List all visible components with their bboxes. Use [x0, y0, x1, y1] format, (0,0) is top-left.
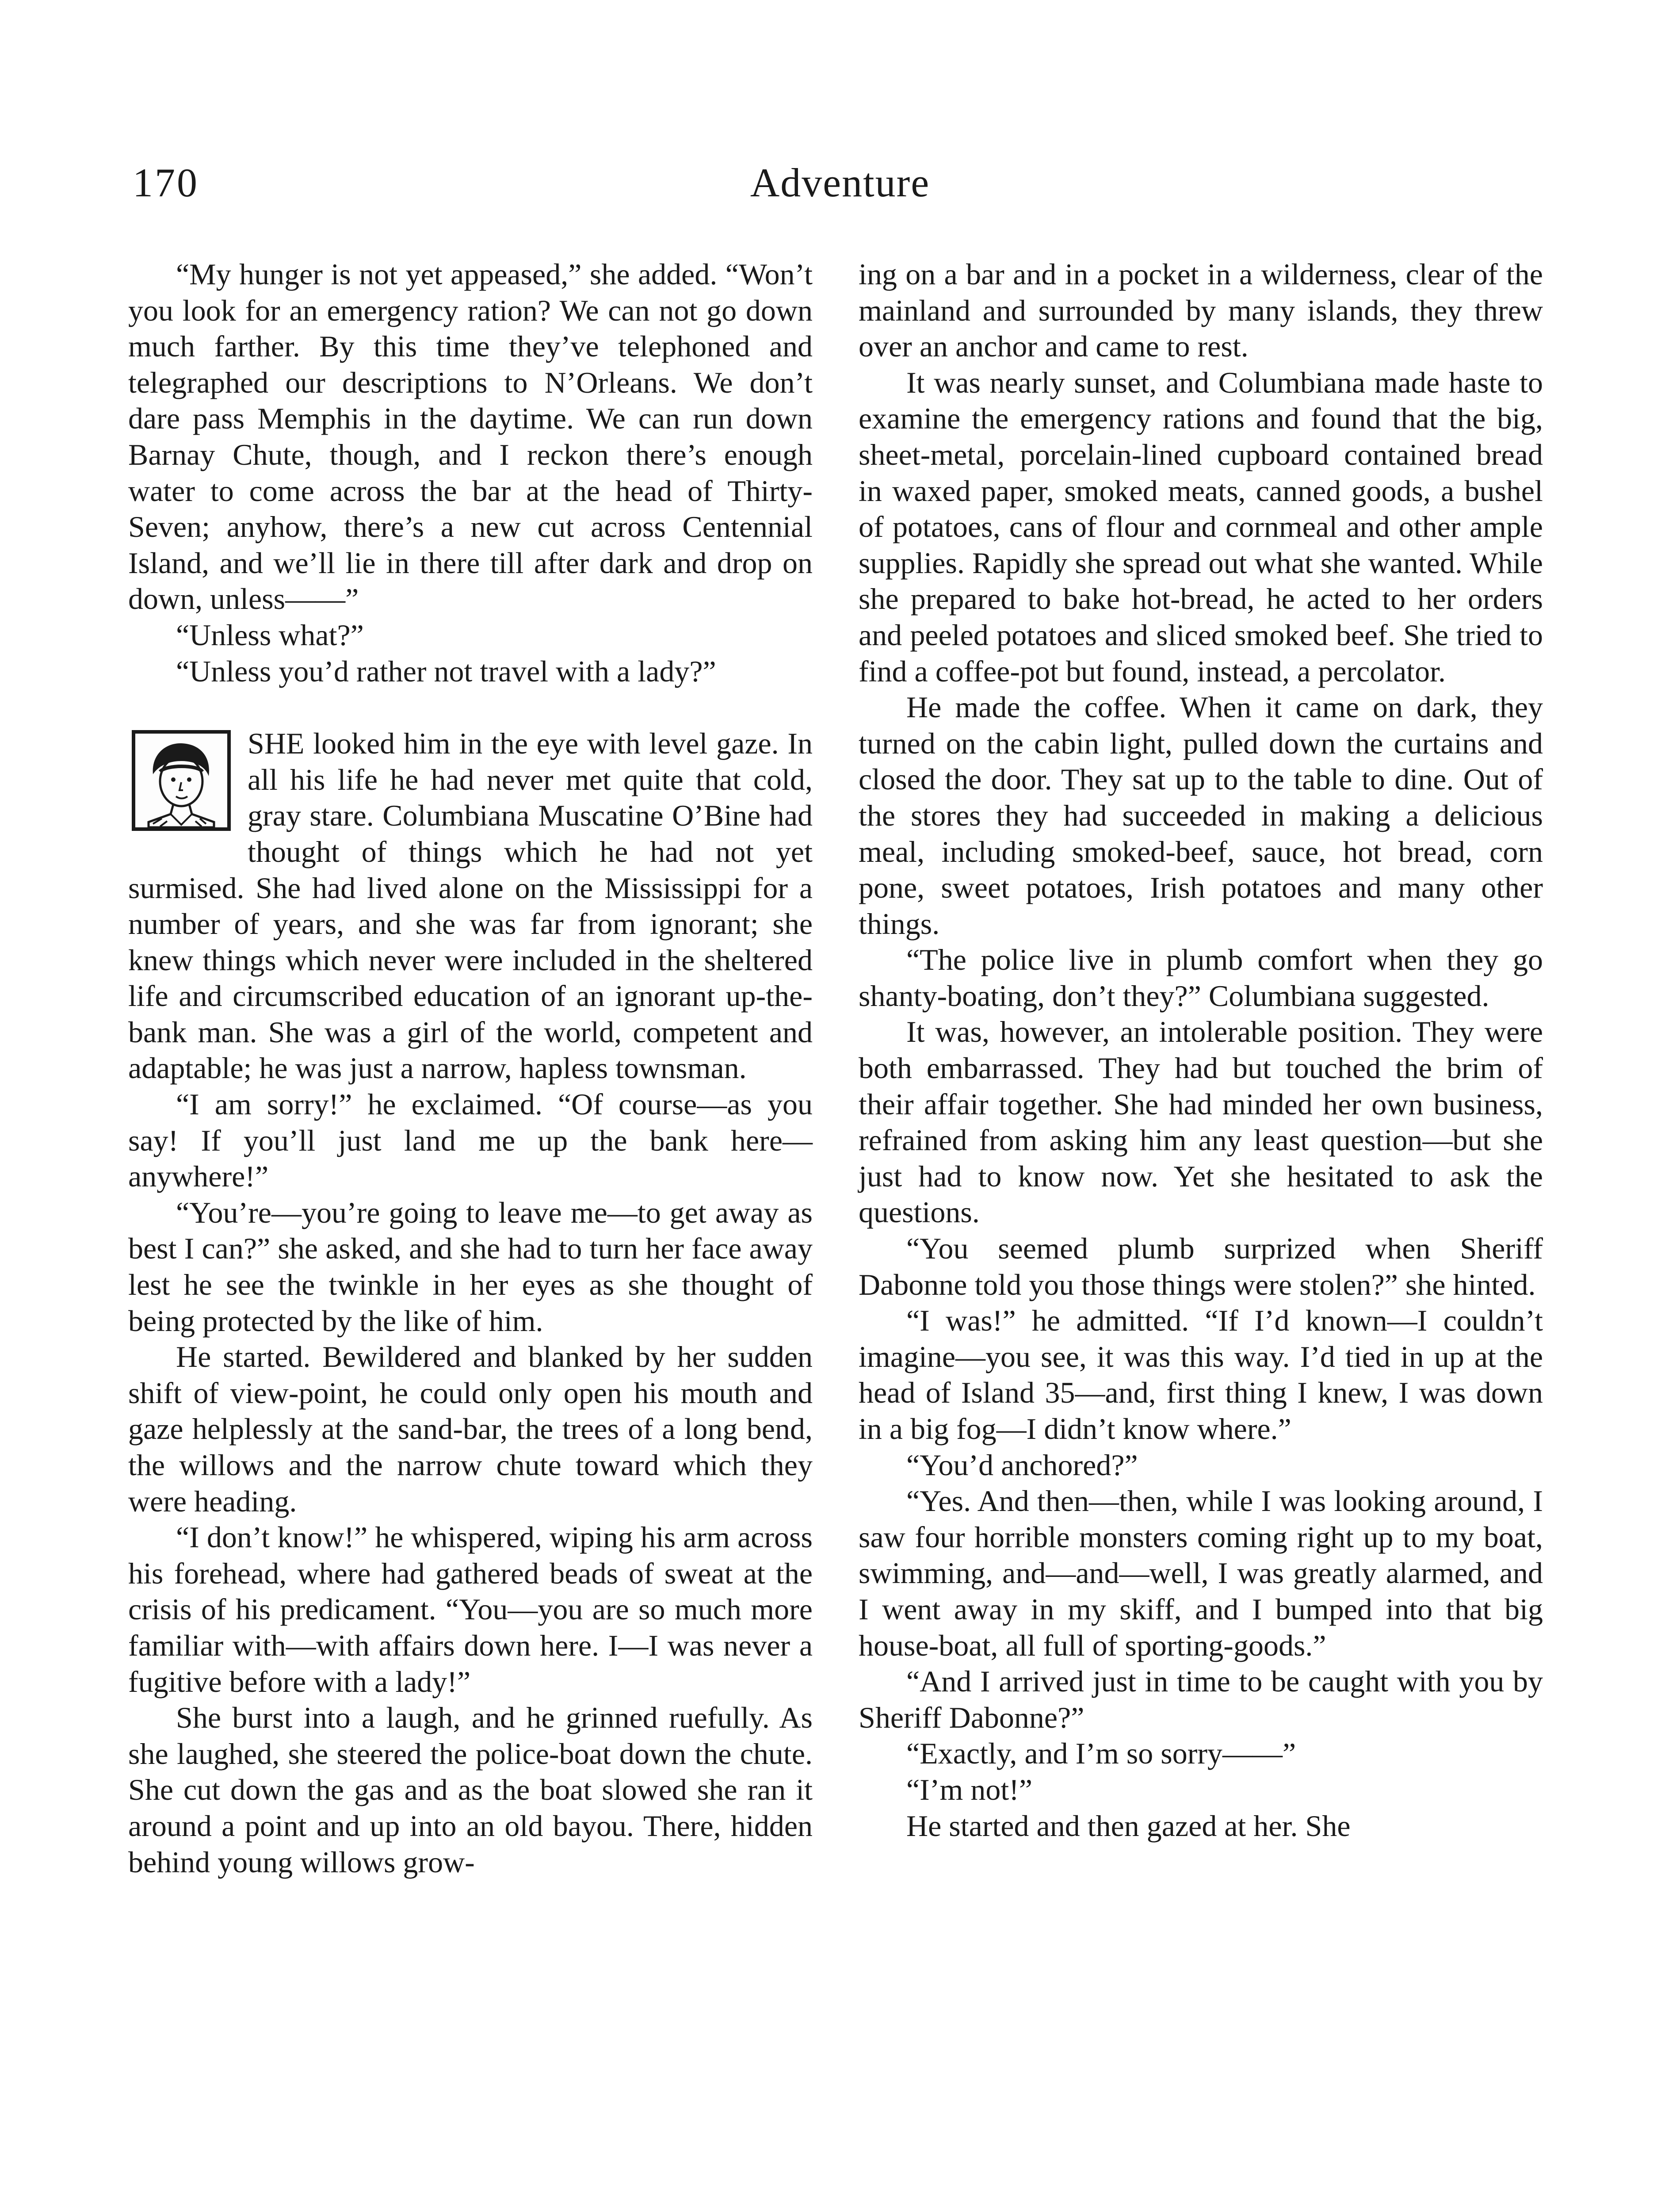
paragraph: “I don’t know!” he whispered, wiping his arm across his forehead, where had gathered beads of sweat at the crisis of his predicament. “You—you are so much more familiar with—with affairs down here. I—I was never a fugitive before with a lady!”	[128, 1520, 813, 1698]
paragraph: “You’d anchored?”	[906, 1448, 1138, 1482]
section-break	[128, 689, 813, 726]
running-title: Adventure	[750, 160, 930, 205]
paragraph: He made the coffee. When it came on dark, they turned on the cabin light, pulled down the curtains and closed the door. They sat up to the table to dine. Out of the stores they had succeeded in making a delicious meal, including smoked-beef, sauce, hot bread, corn pone, sweet potatoes, Irish potatoes and many other things.	[859, 690, 1543, 941]
paragraph: “You seemed plumb surprized when Sheriff Dabonne told you those things were stolen?” she hinted.	[859, 1232, 1543, 1301]
paragraph: “Yes. And then—then, while I was looking around, I saw four horrible monsters coming right up to my boat, swimming, and—and—well, I was greatly alarmed, and I went away in my skiff, and I bumped into that big house-boat, all full of sporting-goods.”	[859, 1484, 1543, 1662]
left-column	[128, 256, 813, 1880]
paragraph: “I am sorry!” he exclaimed. “Of course—as you say! If you’ll just land me up the bank here—anywhere!”	[128, 1087, 813, 1193]
paragraph: He started. Bewildered and blanked by her sudden shift of view-point, he could only open his mouth and gaze helplessly at the sand-bar, the trees of a long bend, the willows and the narrow chute toward which they were heading.	[128, 1340, 813, 1518]
paragraph: “You’re—you’re going to leave me—to get away as best I can?” she asked, and she had to turn her face away lest he see the twinkle in her eyes as she thought of being protected by the like of him.	[128, 1195, 813, 1338]
paragraph: “Exactly, and I’m so sorry——”	[906, 1737, 1296, 1771]
paragraph: “My hunger is not yet appeased,” she added. “Won’t you look for an emergency ration? We can not go down much farther. By this time they’ve telephoned and telegraphed our descriptions to N’Orleans. We don’t dare pass Memphis in the daytime. We can run down Barnay Chute, though, and I reckon there’s enough water to come across the bar at the head of Thirty-Seven; anyhow, there’s a new cut across Centennial Island, and we’ll lie in there till after dark and drop on down, unless——”	[128, 257, 813, 616]
paragraph: She burst into a laugh, and he grinned ruefully. As she laughed, she steered the police-boat down the chute. She cut down the gas and as the boat slowed she ran it around a point and up into an old bayou. There, hidden behind young willows grow-	[128, 1701, 813, 1879]
paragraph: It was nearly sunset, and Columbiana made haste to examine the emergency rations and found that the big, sheet-metal, porcelain-lined cupboard contained bread in waxed paper, smoked meats, canned goods, a bushel of potatoes, cans of flour and cornmeal and other ample supplies. Rapidly she spread out what she wanted. While she prepared to bake hot-bread, he acted to her orders and peeled potatoes and sliced smoked beef. She tried to find a coffee-pot but found, instead, a percolator.	[859, 365, 1543, 688]
paragraph: It was, however, an intolerable position. They were both embarrassed. They had but touched the brim of their affair together. She had minded her own business, refrained from asking him any least question—but she just had to know now. Yet she hesitated to ask the questions.	[859, 1015, 1543, 1229]
paragraph: “And I arrived just in time to be caught with you by Sheriff Dabonne?”	[859, 1664, 1543, 1734]
paragraph: He started and then gazed at her. She	[906, 1809, 1351, 1843]
paragraph: ing on a bar and in a pocket in a wilderness, clear of the mainland and surrounded by many islands, they threw over an anchor and came to rest.	[859, 257, 1543, 363]
right-column	[859, 256, 1543, 1844]
paragraph: “Unless what?”	[176, 618, 364, 652]
section-illustration	[128, 728, 240, 838]
page-number: 170	[133, 160, 199, 205]
paragraph: “The police live in plumb comfort when they go shanty-boating, don’t they?” Columbiana suggested.	[859, 943, 1543, 1013]
section-paragraph: SHE looked him in the eye with level gaze. In all his life he had never met quite that cold, gray stare. Columbiana Muscatine O’Bine had thought of things which he had not yet surmised. She had lived alone on the Mississippi for a number of years, and she was far from ignorant; she knew things which never were included in the sheltered life and circumscribed education of an ignorant up-the-bank man. She was a girl of the world, competent and adaptable; he was just a narrow, hapless townsman.	[128, 727, 813, 1085]
woman-portrait-icon	[132, 730, 231, 831]
paragraph: “Unless you’d rather not travel with a lady?”	[176, 654, 716, 688]
paragraph: “I’m not!”	[906, 1772, 1033, 1806]
paragraph: “I was!” he admitted. “If I’d known—I couldn’t imagine—you see, it was this way. I’d tied in up at the head of Island 35—and, first thing I knew, I was down in a big fog—I didn’t know where.”	[859, 1304, 1543, 1446]
